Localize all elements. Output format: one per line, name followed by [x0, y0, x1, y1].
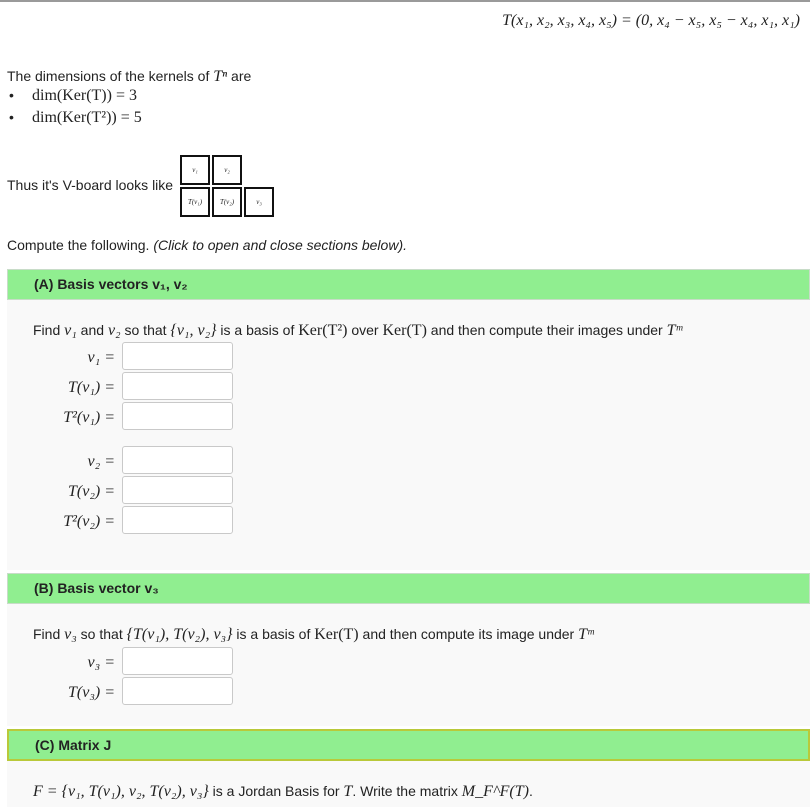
- answer-t2v2-input[interactable]: [122, 506, 233, 534]
- top-divider: [0, 0, 810, 2]
- vboard-cell-v1: v₁: [180, 155, 210, 185]
- kernel-dim-1: dim(Ker(T)) = 3: [32, 87, 137, 104]
- section-a-header[interactable]: [7, 269, 810, 300]
- answer-tv1-input[interactable]: [122, 372, 233, 400]
- math: v₂: [107, 322, 121, 339]
- intro-math: Tⁿ: [213, 68, 228, 85]
- vboard-label: Thus it's V-board looks like: [7, 177, 174, 193]
- math: Ker(T): [314, 626, 359, 643]
- vboard-diagram: [178, 150, 276, 220]
- kernel-intro: [7, 68, 251, 86]
- math: Tᵐ: [578, 626, 594, 643]
- text: and then compute their images under: [426, 322, 667, 338]
- text: . Write the matrix: [352, 783, 462, 799]
- text: is a basis of: [232, 626, 315, 642]
- bullet-dot: •: [9, 109, 14, 125]
- label-tv1: T(v₁) =: [67, 379, 115, 396]
- math: Tᵐ: [666, 322, 683, 339]
- label-v2: v₂ =: [87, 453, 115, 470]
- answer-tv2-input[interactable]: [122, 476, 233, 504]
- answer-v3-input[interactable]: [122, 647, 233, 675]
- transformation-formula: T(x₁, x₂, x₃, x₄, x₅) = (0, x₄ − x₅, x₅ − x₄, x₁, x₁): [502, 12, 800, 29]
- kernel-dim-2: dim(Ker(T²)) = 5: [32, 109, 142, 126]
- text: so that: [120, 322, 171, 338]
- text: and: [76, 322, 108, 338]
- math: v₁: [64, 322, 77, 339]
- compute-instruction: [7, 237, 407, 253]
- text: so that: [76, 626, 127, 642]
- bullet-dot: •: [9, 87, 14, 103]
- section-a-instruction: [33, 322, 682, 340]
- vboard-cell-v3: v₃: [244, 187, 274, 217]
- math: v₃: [64, 626, 77, 643]
- section-c-title: (C) Matrix J: [35, 737, 112, 753]
- text: is a Jordan Basis for: [208, 783, 344, 799]
- section-c-body: [7, 761, 810, 807]
- math: Ker(T²): [298, 322, 348, 339]
- intro-prefix: The dimensions of the kernels of: [7, 68, 214, 84]
- vboard-cell-tv2: T(v₂): [212, 187, 242, 217]
- vboard-cell-v2: v₂: [212, 155, 242, 185]
- text: .: [528, 783, 533, 799]
- answer-t2v1-input[interactable]: [122, 402, 233, 430]
- math: {T(v₁), T(v₂), v₃}: [126, 626, 233, 643]
- math: M_F^F(T): [461, 783, 529, 800]
- math: Ker(T): [382, 322, 427, 339]
- math: F = {v₁, T(v₁), v₂, T(v₂), v₃}: [33, 783, 209, 800]
- answer-tv3-input[interactable]: [122, 677, 233, 705]
- label-tv3: T(v₃) =: [67, 684, 115, 701]
- text: over: [347, 322, 383, 338]
- label-tv2: T(v₂) =: [67, 483, 115, 500]
- text: Find: [33, 626, 65, 642]
- text: Find: [33, 322, 65, 338]
- section-b-header[interactable]: [7, 573, 810, 604]
- section-b-instruction: [33, 626, 594, 644]
- section-b-title: (B) Basis vector v₃: [34, 580, 159, 596]
- compute-prefix: Compute the following.: [7, 237, 150, 253]
- answer-v2-input[interactable]: [122, 446, 233, 474]
- section-c-instruction: [33, 783, 533, 801]
- math: {v₁, v₂}: [170, 322, 217, 339]
- compute-hint: (Click to open and close sections below).: [153, 237, 407, 253]
- section-c-header[interactable]: [7, 729, 810, 761]
- label-t2v2: T²(v₂) =: [63, 513, 115, 530]
- text: and then compute its image under: [358, 626, 579, 642]
- label-v1: v₁ =: [87, 349, 115, 366]
- intro-suffix: are: [227, 68, 252, 84]
- answer-v1-input[interactable]: [122, 342, 233, 370]
- text: is a basis of: [216, 322, 299, 338]
- math: T: [343, 783, 353, 800]
- label-t2v1: T²(v₁) =: [63, 409, 115, 426]
- vboard-cell-tv1: T(v₁): [180, 187, 210, 217]
- label-v3: v₃ =: [87, 654, 115, 671]
- section-a-title: (A) Basis vectors v₁, v₂: [34, 276, 188, 292]
